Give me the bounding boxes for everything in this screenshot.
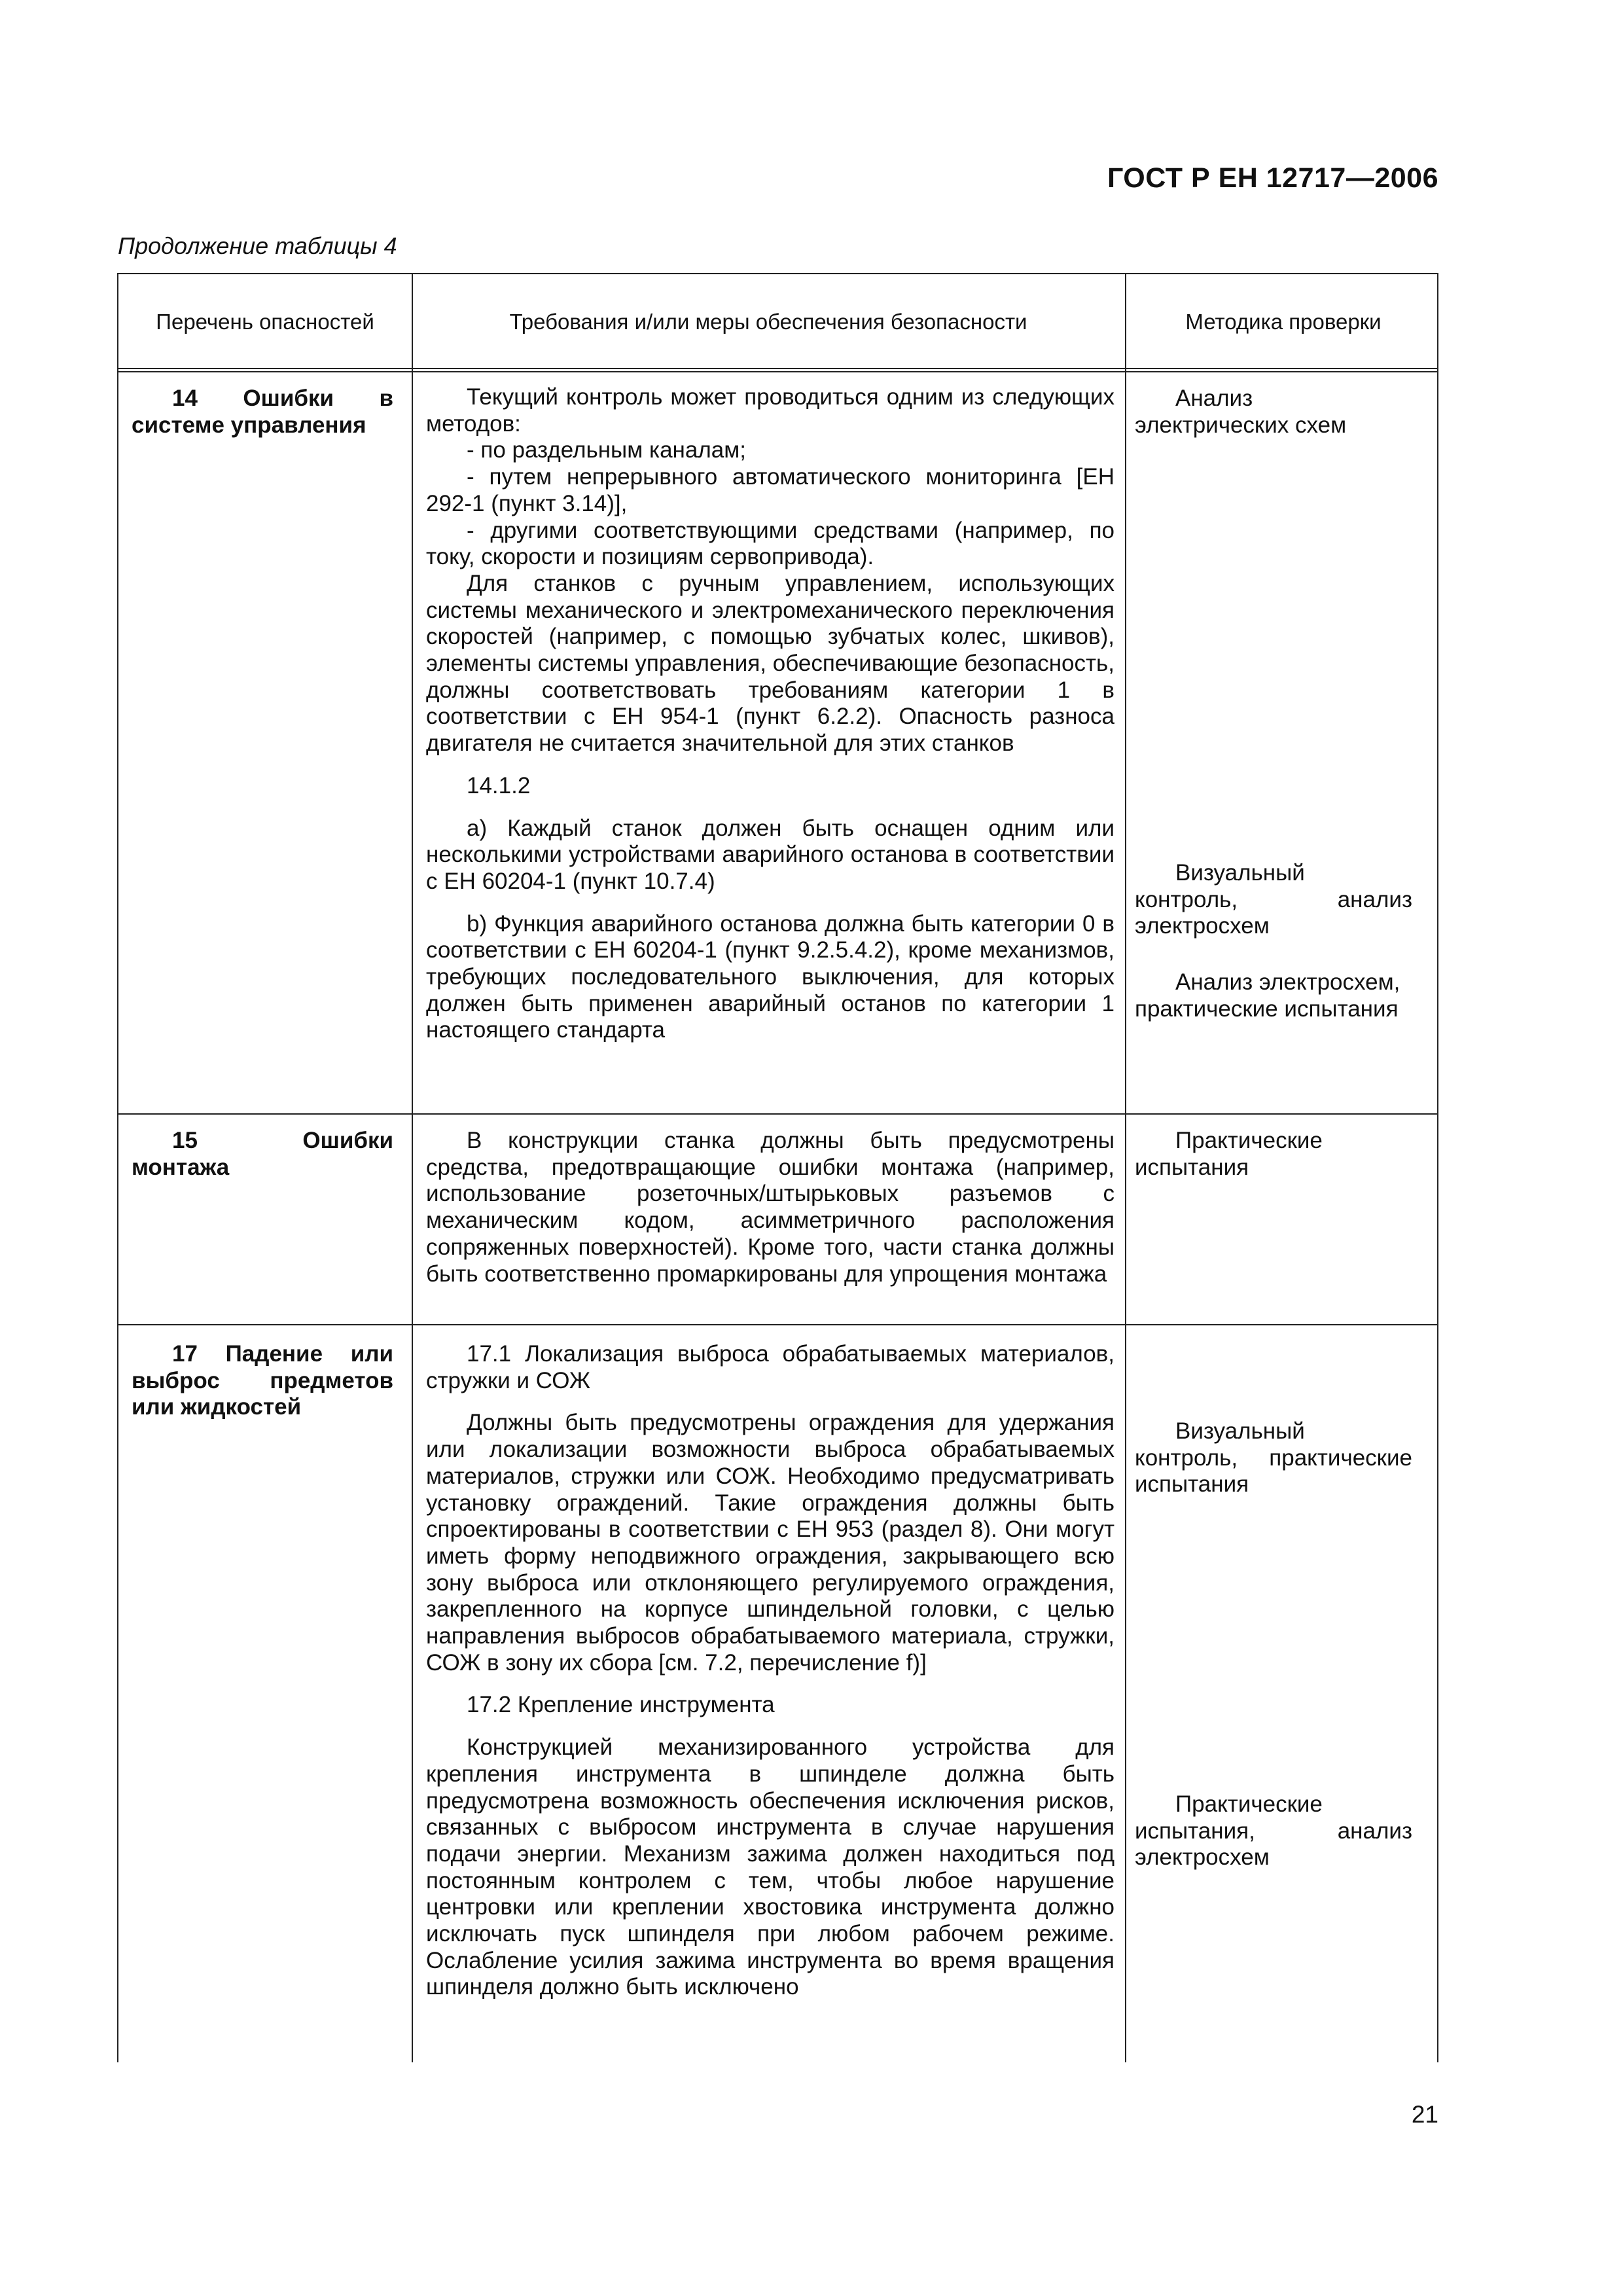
req-17-2-text: Конструкцией механизированного устройства для крепления инструмента в шпинделе должна быть предусмотрена возможность обеспечения исключения рисков, связанных с выбросом инструмента в случае нарушения подачи энергии. Механизм зажима должен находиться под постоянным контролем с тем, чтобы любое нарушение центровки или креплении хвостовика инструмента должно исключать пуск шпинделя при любом рабочем режиме. Ослабление усилия зажима инструмента во время вращения шпинделя должно быть исключено xyxy=(426,1734,1115,2000)
req-14-item-a: a) Каждый станок должен быть оснащен одним или несколькими устройствами аварийного останова в соответствии с ЕН 60204-1 (пункт 10.7.4) xyxy=(426,815,1115,894)
req-14-item-b: b) Функция аварийного останова должна быть категории 0 в соответствии с ЕН 60204-1 (пункт 9.2.5.4.2), кроме механизмов, требующих последовательного выключения, для которых должен быть применен аварийный останов по категории 1 настоящего стандарта xyxy=(426,910,1115,1043)
method-14-schemes: Анализ электрических схем xyxy=(1135,386,1347,438)
table-caption: Продолжение таблицы 4 xyxy=(118,232,397,259)
req-14-manual-control: Для станков с ручным управлением, использующих системы механического и электромеханического переключения скоростей (например, с помощью зубчатых колес, шкивов), элементы системы управления, обеспечивающие безопасность, должны соответствовать требованиям категории 1 в соответствии с ЕН 954-1 (пункт 6.2.2). Опасность разноса двигателя не считается значительной для этих станков xyxy=(426,570,1115,757)
method-17-tests: Практические испытания, анализ электросхем xyxy=(1135,1791,1412,1871)
row-divider xyxy=(118,1324,1437,1325)
page-number: 21 xyxy=(1411,2101,1438,2128)
method-14-visual: Визуальный контроль, анализ электросхем xyxy=(1135,860,1412,939)
hazard-17: 17 Падение или выброс предметов или жидкостей xyxy=(132,1341,393,1420)
requirements-14 xyxy=(426,384,1115,1044)
hazard-15: 15 Ошибки монтажа xyxy=(132,1128,393,1180)
column-divider xyxy=(1125,274,1126,2062)
req-14-method-1: - по раздельным каналам; xyxy=(467,437,747,463)
method-14-tests: Анализ электросхем, практические испытания xyxy=(1135,969,1400,1022)
req-17-1-text: Должны быть предусмотрены ограждения для удержания или локализации возможности выброса обрабатываемых материалов, стружки или СОЖ. Необходимо предусматривать установку ограждений. Такие ограждения должны быть спроектированы в соответствии с ЕН 953 (раздел 8). Они могут иметь форму неподвижного ограждения, закрывающего всю зону выброса или отклоняющего регулируемого ограждения, закрепленного на корпусе шпиндельной головки, с целью направления выбросов обрабатываемого материала, стружки, СОЖ в зону их сбора [см. 7.2, перечисление f)] xyxy=(426,1410,1115,1676)
requirements-17 xyxy=(426,1341,1115,2001)
column-header-hazards: Перечень опасностей xyxy=(156,309,374,334)
column-divider xyxy=(412,274,413,2062)
req-14-clause: 14.1.2 xyxy=(467,772,531,798)
document-number: ГОСТ Р ЕН 12717—2006 xyxy=(1107,162,1438,194)
req-14-intro: Текущий контроль может проводиться одним из следующих методов: xyxy=(426,384,1115,437)
row-divider xyxy=(118,1113,1437,1115)
method-17-visual: Визуальный контроль, практические испытания xyxy=(1135,1418,1412,1498)
column-header-method: Методика проверки xyxy=(1185,309,1382,334)
req-14-method-2: - путем непрерывного автоматического мониторинга [ЕН 292-1 (пункт 3.14)], xyxy=(426,464,1115,516)
req-17-2-heading: 17.2 Крепление инструмента xyxy=(467,1692,775,1718)
hazards-table xyxy=(117,273,1438,2062)
requirements-15: В конструкции станка должны быть предусмотрены средства, предотвращающие ошибки монтажа (например, использование розеточных/штырьковых разъемов с механическим кодом, асимметричного расположения сопряженных поверхностей). Кроме того, части станка должны быть соответственно промаркированы для упрощения монтажа xyxy=(426,1128,1115,1287)
req-17-1-heading: 17.1 Локализация выброса обрабатываемых материалов, стружки и СОЖ xyxy=(426,1341,1115,1393)
column-header-requirements: Требования и/или меры обеспечения безопасности xyxy=(509,309,1027,334)
method-15: Практические испытания xyxy=(1135,1128,1323,1180)
hazard-14: 14 Ошибки в системе управления xyxy=(132,386,393,438)
req-14-method-3: - другими соответствующими средствами (например, по току, скорости и позициям сервопривода). xyxy=(426,517,1115,570)
